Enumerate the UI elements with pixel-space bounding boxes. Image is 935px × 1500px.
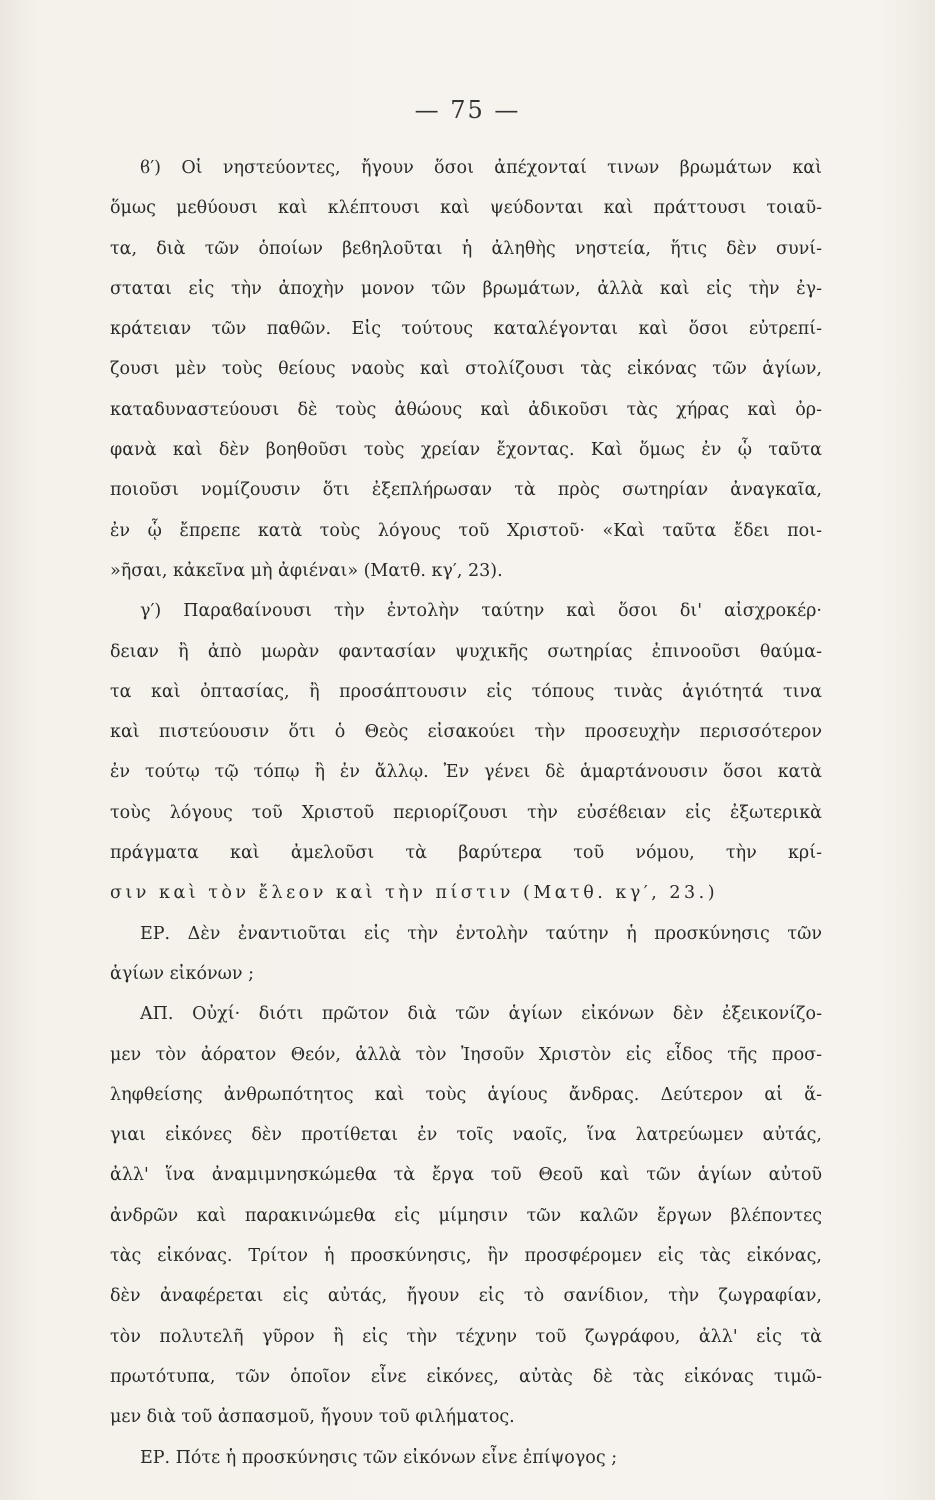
text-line: μεν τὸν ἀόρατον Θεόν, ἀλλὰ τὸν Ἰησοῦν Χριστὸν εἰς εἶδος τῆς προσ- bbox=[110, 1044, 822, 1065]
text-line: τα καὶ ὀπτασίας, ἢ προσάπτουσιν εἰς τόπους τινὰς ἁγιότητά τινα bbox=[110, 681, 822, 702]
text-line: τοὺς λόγους τοῦ Χριστοῦ περιορίζουσι τὴν εὐσέϐειαν εἰς ἐξωτερικὰ bbox=[110, 802, 822, 823]
text-line: ἀνδρῶν καὶ παρακινώμεθα εἰς μίμησιν τῶν καλῶν ἔργων βλέποντες bbox=[110, 1205, 822, 1226]
page-number: — 75 — bbox=[414, 96, 521, 124]
text-line: δὲν ἀναφέρεται εἰς αὐτάς, ἤγουν εἰς τὸ σανίδιον, τὴν ζωγραφίαν, bbox=[110, 1286, 822, 1307]
text-line: ἐν τούτῳ τῷ τόπῳ ἢ ἐν ἄλλῳ. Ἐν γένει δὲ ἁμαρτάνουσιν ὅσοι κατὰ bbox=[110, 762, 822, 783]
text-line: τα, διὰ τῶν ὁποίων βεϐηλοῦται ἡ ἀληθὴς νηστεία, ἥτις δὲν συνί- bbox=[110, 238, 822, 259]
text-line: ΑΠ. Οὐχί· διότι πρῶτον διὰ τῶν ἁγίων εἰκόνων δὲν ἐξεικονίζο- bbox=[140, 1004, 822, 1025]
text-line: ποιοῦσι νομίζουσιν ὅτι ἐξεπλήρωσαν τὰ πρὸς σωτηρίαν ἀναγκαῖα, bbox=[110, 480, 822, 501]
text-line: ληφθείσης ἀνθρωπότητος καὶ τοὺς ἁγίους ἄνδρας. Δεύτερον αἱ ἅ- bbox=[110, 1084, 822, 1105]
text-line: γ′) Παραϐαίνουσι τὴν ἐντολὴν ταύτην καὶ ὅσοι δι' αἰσχροκέρ· bbox=[140, 601, 822, 622]
text-line: σταται εἰς τὴν ἀποχὴν μονον τῶν βρωμάτων, ἀλλὰ καὶ εἰς τὴν ἐγ- bbox=[110, 278, 822, 299]
body-text bbox=[110, 148, 822, 1478]
text-line: ἀλλ' ἵνα ἀναμιμνησκώμεθα τὰ ἔργα τοῦ Θεοῦ καὶ τῶν ἁγίων αὐτοῦ bbox=[110, 1165, 822, 1186]
text-line: μεν διὰ τοῦ ἀσπασμοῦ, ἤγουν τοῦ φιλήματος. bbox=[110, 1407, 515, 1428]
text-line: πρωτότυπα, τῶν ὁποῖον εἶνε εἰκόνες, αὐτὰς δὲ τὰς εἰκόνας τιμῶ- bbox=[110, 1366, 822, 1387]
text-line: τὸν πολυτελῆ γῦρον ἢ εἰς τὴν τέχνην τοῦ ζωγράφου, ἀλλ' εἰς τὰ bbox=[110, 1326, 822, 1347]
text-line: ΕΡ. Δὲν ἐναντιοῦται εἰς τὴν ἐντολὴν ταύτην ἡ προσκύνησις τῶν bbox=[140, 923, 822, 944]
text-line: γιαι εἰκόνες δὲν προτίθεται ἐν τοῖς ναοῖς, ἵνα λατρεύωμεν αὐτάς, bbox=[110, 1125, 822, 1146]
text-line: ἐν ᾧ ἔπρεπε κατὰ τοὺς λόγους τοῦ Χριστοῦ· «Καὶ ταῦτα ἔδει ποι- bbox=[110, 520, 822, 541]
text-line: δειαν ἢ ἀπὸ μωρὰν φαντασίαν ψυχικῆς σωτηρίας ἐπινοοῦσι θαύμα- bbox=[110, 641, 822, 662]
text-line: »ῆσαι, κἀκεῖνα μὴ ἀφιέναι» (Ματθ. κγ′, 23). bbox=[110, 560, 503, 581]
text-line: πράγματα καὶ ἀμελοῦσι τὰ βαρύτερα τοῦ νόμου, τὴν κρί- bbox=[110, 843, 822, 864]
text-line: τὰς εἰκόνας. Τρίτον ἡ προσκύνησις, ἣν προσφέρομεν εἰς τὰς εἰκόνας, bbox=[110, 1246, 822, 1267]
text-line: σιν καὶ τὸν ἔλεον καὶ τὴν πίστιν (Ματθ. κγ′, 23.) bbox=[110, 883, 719, 904]
text-line: καὶ πιστεύουσιν ὅτι ὁ Θεὸς εἰσακούει τὴν προσευχὴν περισσότερον bbox=[110, 722, 822, 743]
text-line: ἁγίων εἰκόνων ; bbox=[110, 963, 255, 984]
text-line: καταδυναστεύουσι δὲ τοὺς ἀθώους καὶ ἀδικοῦσι τὰς χήρας καὶ ὀρ- bbox=[110, 399, 822, 420]
text-line: ΕΡ. Πότε ἡ προσκύνησις τῶν εἰκόνων εἶνε ἐπίψογος ; bbox=[140, 1447, 618, 1468]
text-line: ζουσι μὲν τοὺς θείους ναοὺς καὶ στολίζουσι τὰς εἰκόνας τῶν ἁγίων, bbox=[110, 359, 822, 380]
text-line: ὅμως μεθύουσι καὶ κλέπτουσι καὶ ψεύδονται καὶ πράττουσι τοιαῦ- bbox=[110, 198, 822, 219]
text-line: φανὰ καὶ δὲν βοηθοῦσι τοὺς χρείαν ἔχοντας. Καὶ ὅμως ἐν ᾧ ταῦτα bbox=[110, 440, 822, 461]
text-line: κράτειαν τῶν παθῶν. Εἰς τούτους καταλέγονται καὶ ὅσοι εὐτρεπί- bbox=[110, 319, 822, 340]
text-line: ϐ′) Οἱ νηστεύοντες, ἤγουν ὅσοι ἀπέχονταί τινων βρωμάτων καὶ bbox=[140, 158, 822, 178]
